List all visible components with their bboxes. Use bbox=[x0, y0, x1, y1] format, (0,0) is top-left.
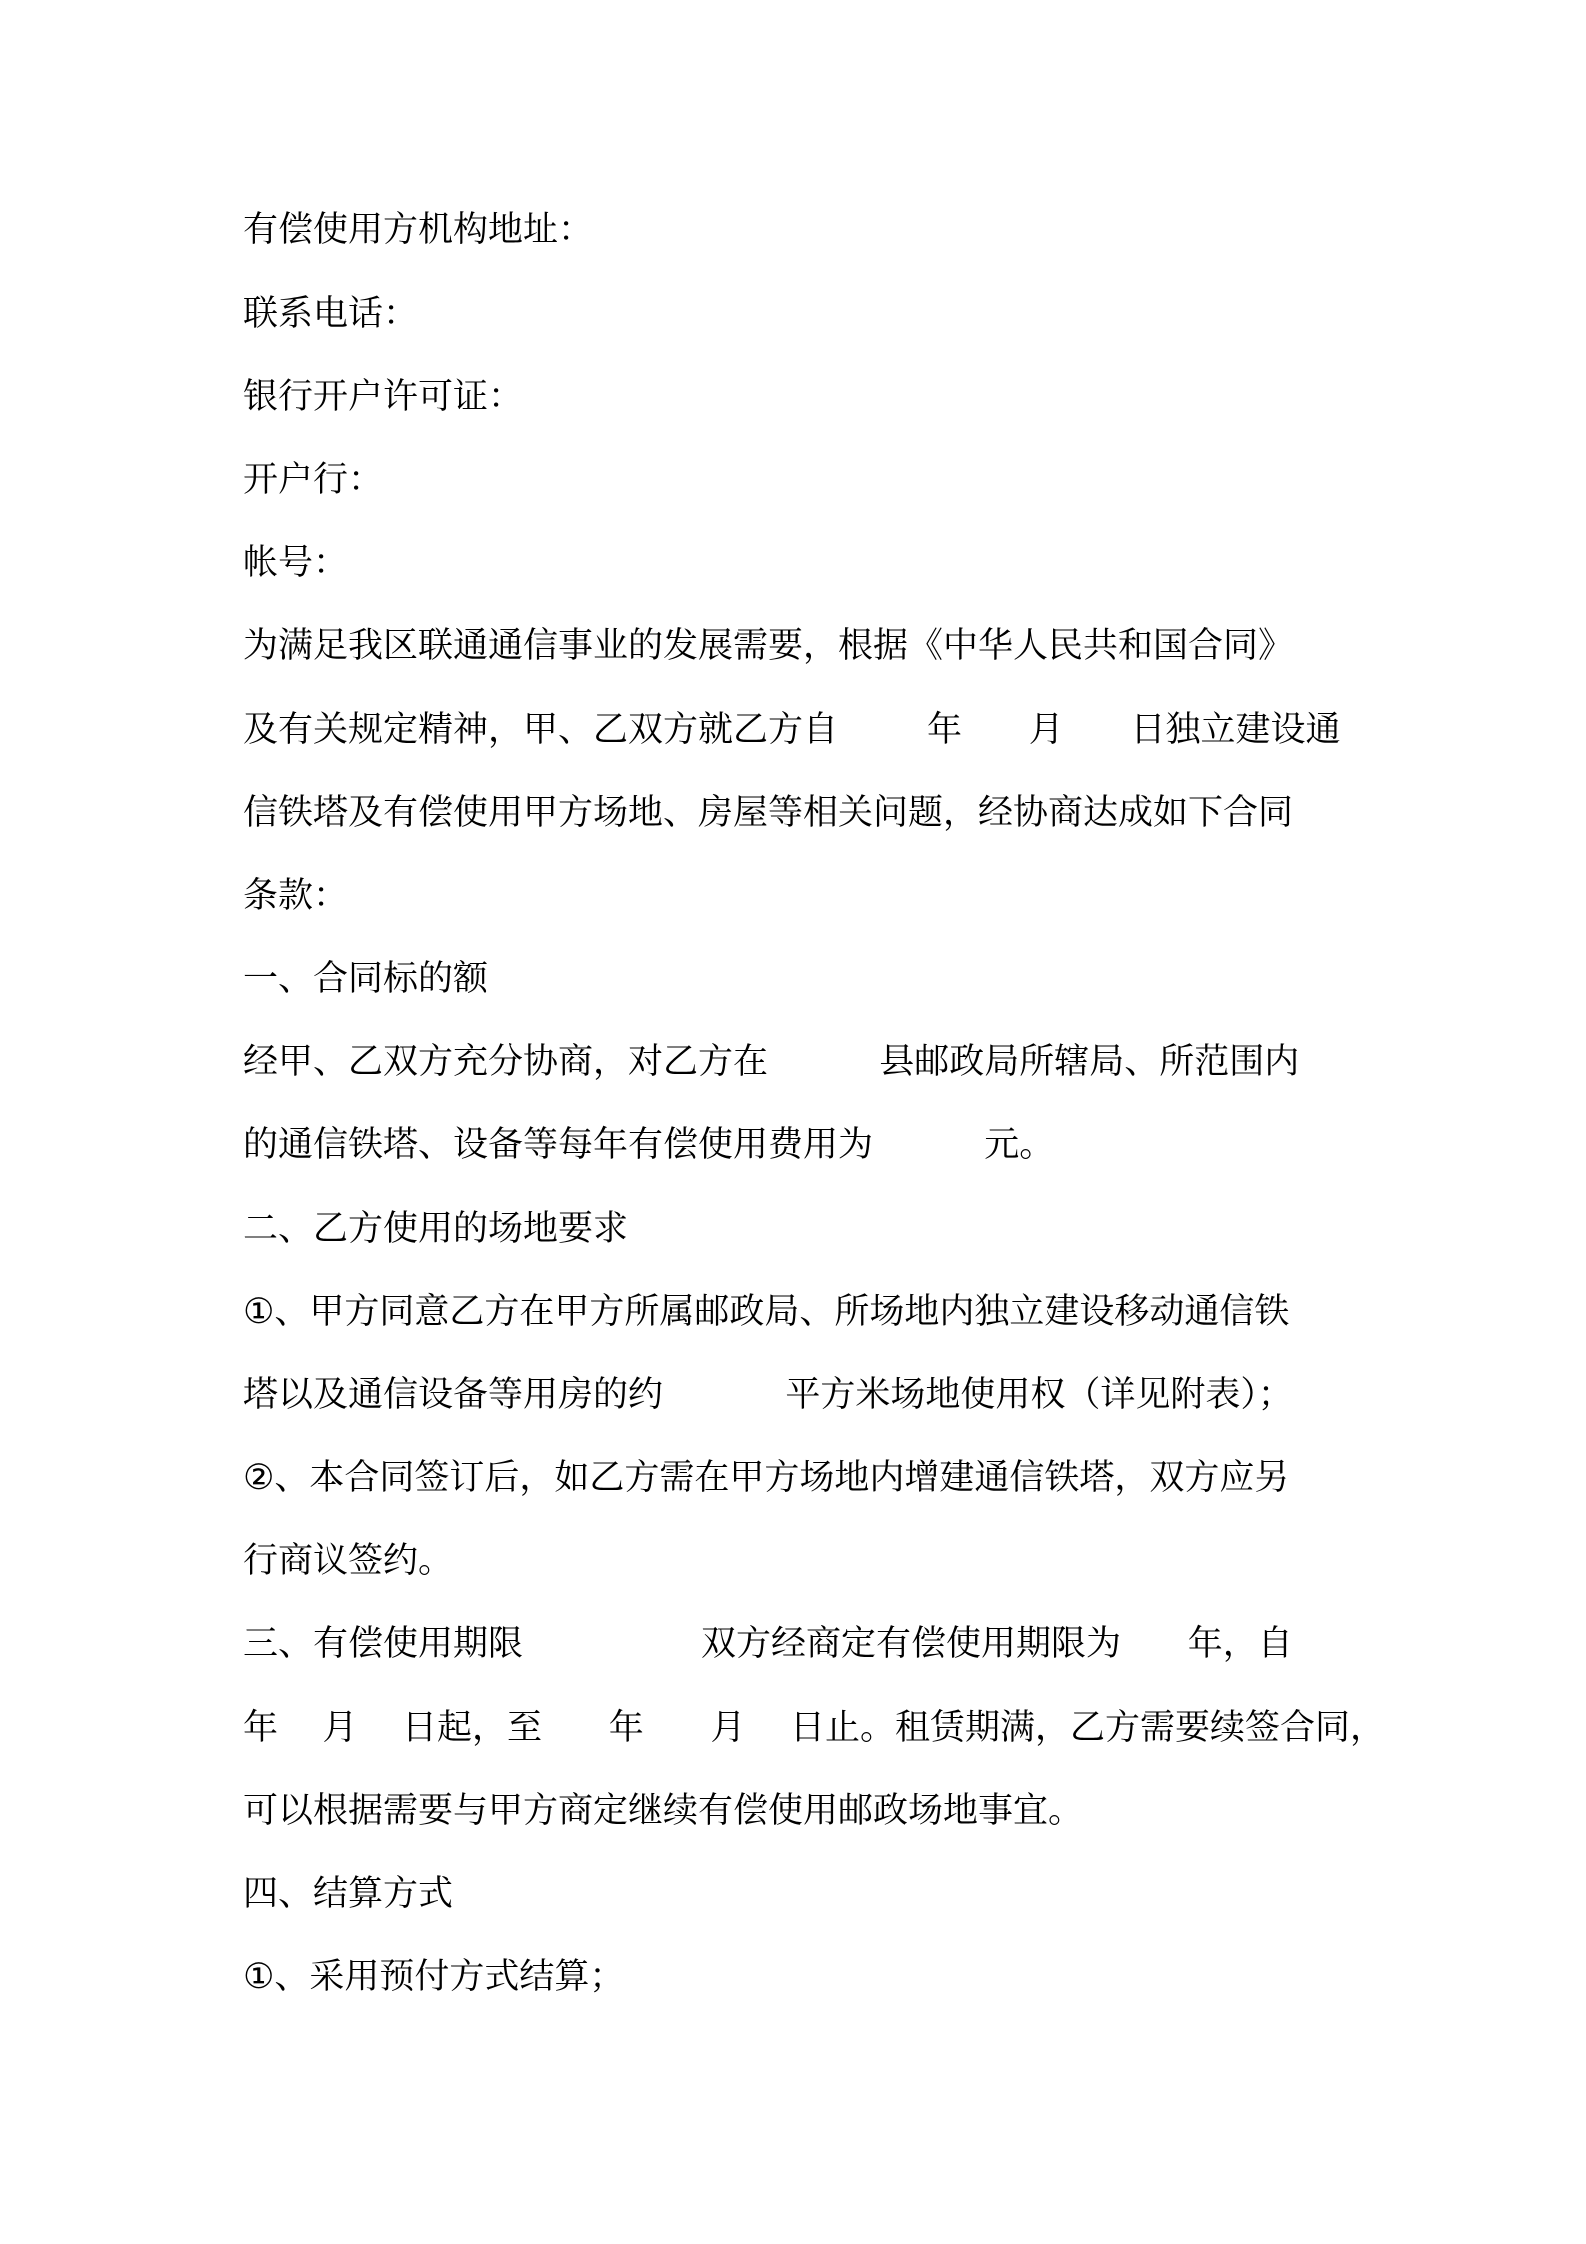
section-2-item-2-line-1: ②、本合同签订后，如乙方需在甲方场地内增建通信铁塔，双方应另 bbox=[243, 1458, 1290, 1498]
paragraph-intro-line-3: 信铁塔及有偿使用甲方场地、房屋等相关问题，经协商达成如下合同 bbox=[243, 793, 1294, 833]
section-heading-3: 三、有偿使用期限 双方经商定有偿使用期限为 年，自 bbox=[243, 1624, 1293, 1664]
field-phone: 联系电话： bbox=[243, 294, 419, 334]
section-2-item-2-line-2: 行商议签约。 bbox=[243, 1541, 454, 1581]
field-org-address: 有偿使用方机构地址： bbox=[243, 210, 594, 250]
field-bank: 开户行： bbox=[243, 460, 384, 500]
section-4-item-1: ①、采用预付方式结算； bbox=[243, 1957, 625, 1997]
section-2-item-1-line-2: 塔以及通信设备等用房的约 平方米场地使用权（详见附表）； bbox=[243, 1375, 1293, 1415]
section-3-line-2: 可以根据需要与甲方商定继续有偿使用邮政场地事宜。 bbox=[243, 1791, 1084, 1831]
paragraph-intro-line-4: 条款： bbox=[243, 876, 349, 916]
section-1-line-1: 经甲、乙双方充分协商，对乙方在 县邮政局所辖局、所范围内 bbox=[243, 1042, 1300, 1082]
section-heading-4: 四、结算方式 bbox=[243, 1874, 454, 1914]
section-2-item-1-line-1: ①、甲方同意乙方在甲方所属邮政局、所场地内独立建设移动通信铁 bbox=[243, 1292, 1290, 1332]
field-bank-permit: 银行开户许可证： bbox=[243, 377, 524, 417]
section-3-line-1: 年 月 日起，至 年 月 日止。租赁期满，乙方需要续签合同， bbox=[243, 1708, 1386, 1748]
paragraph-intro-line-1: 为满足我区联通通信事业的发展需要，根据《中华人民共和国合同》 bbox=[243, 626, 1294, 666]
section-heading-2: 二、乙方使用的场地要求 bbox=[243, 1209, 629, 1249]
section-1-line-2: 的通信铁塔、设备等每年有偿使用费用为 元。 bbox=[243, 1125, 1055, 1165]
paragraph-intro-line-2: 及有关规定精神，甲、乙双方就乙方自 年 月 日独立建设通 bbox=[243, 710, 1341, 750]
section-heading-1: 一、合同标的额 bbox=[243, 959, 489, 999]
field-account: 帐号： bbox=[243, 543, 349, 583]
